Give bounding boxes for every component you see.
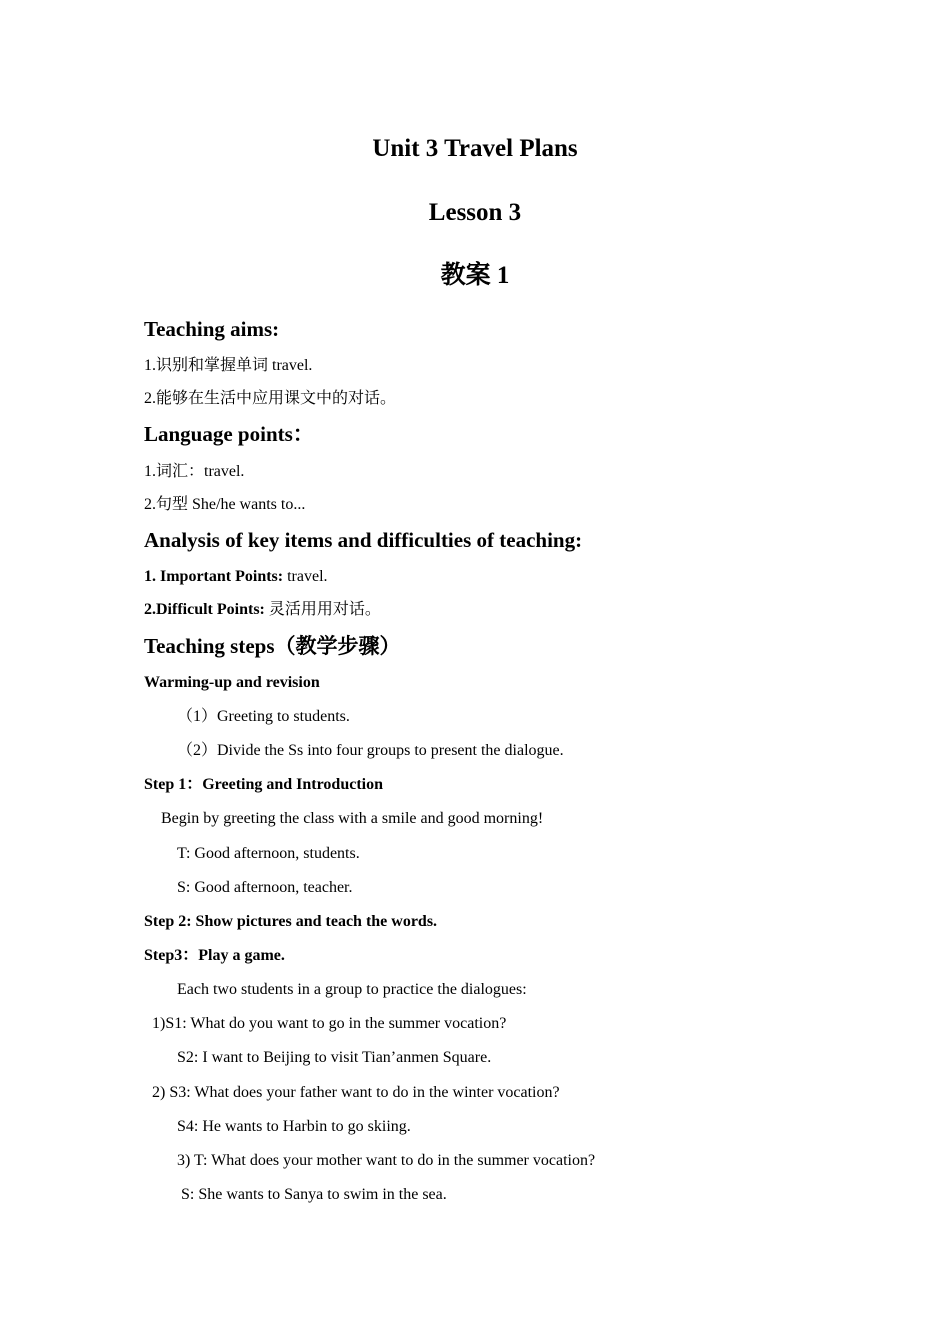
- step3-title: Step3：Play a game.: [144, 947, 285, 964]
- step1-line: T: Good afternoon, students.: [177, 845, 360, 862]
- teaching-aim-item: 2.能够在生活中应用课文中的对话。: [144, 390, 397, 407]
- unit-title: Unit 3 Travel Plans: [372, 135, 578, 162]
- warmup-item: （2）Divide the Ss into four groups to present the dialogue.: [177, 742, 564, 759]
- teaching-aims-heading: Teaching aims:: [144, 317, 280, 341]
- difficult-points-value: 灵活用用对话。: [264, 601, 381, 618]
- step3-line: 1)S1: What do you want to go in the summer vocation?: [152, 1015, 507, 1032]
- important-points: [144, 567, 328, 587]
- warmup-title: Warming-up and revision: [144, 674, 320, 691]
- teaching-aim-item: 1.识别和掌握单词 travel.: [144, 357, 313, 374]
- step1-line: S: Good afternoon, teacher.: [177, 879, 353, 896]
- lesson-title: Lesson 3: [428, 199, 522, 226]
- difficult-points-label: 2.Difficult Points:: [144, 601, 265, 618]
- step3-line: 3) T: What does your mother want to do in the summer vocation?: [177, 1152, 596, 1169]
- plan-title: 教案 1: [440, 262, 510, 289]
- step3-line: S: She wants to Sanya to swim in the sea.: [181, 1186, 447, 1203]
- warmup-item: （1）Greeting to students.: [177, 708, 350, 725]
- important-points-value: travel.: [283, 568, 328, 585]
- important-points-label: 1. Important Points:: [144, 568, 284, 585]
- step3-line: Each two students in a group to practice the dialogues:: [177, 981, 527, 998]
- step1-title: Step 1：Greeting and Introduction: [144, 776, 383, 793]
- step2-title: Step 2: Show pictures and teach the words.: [144, 913, 438, 930]
- step1-line: Begin by greeting the class with a smile and good morning!: [161, 810, 544, 827]
- step3-line: 2) S3: What does your father want to do in the winter vocation?: [152, 1084, 560, 1101]
- language-point-item: 1.词汇：travel.: [144, 463, 245, 480]
- step3-line: S4: He wants to Harbin to go skiing.: [177, 1118, 411, 1135]
- difficult-points: [144, 600, 381, 620]
- step3-line: S2: I want to Beijing to visit Tian’anmen Square.: [177, 1049, 492, 1066]
- language-point-item: 2.句型 She/he wants to...: [144, 496, 306, 513]
- analysis-heading: Analysis of key items and difficulties of teaching:: [144, 528, 583, 552]
- teaching-steps-heading: Teaching steps（教学步骤）: [144, 634, 401, 658]
- language-points-heading: Language points：: [144, 422, 314, 446]
